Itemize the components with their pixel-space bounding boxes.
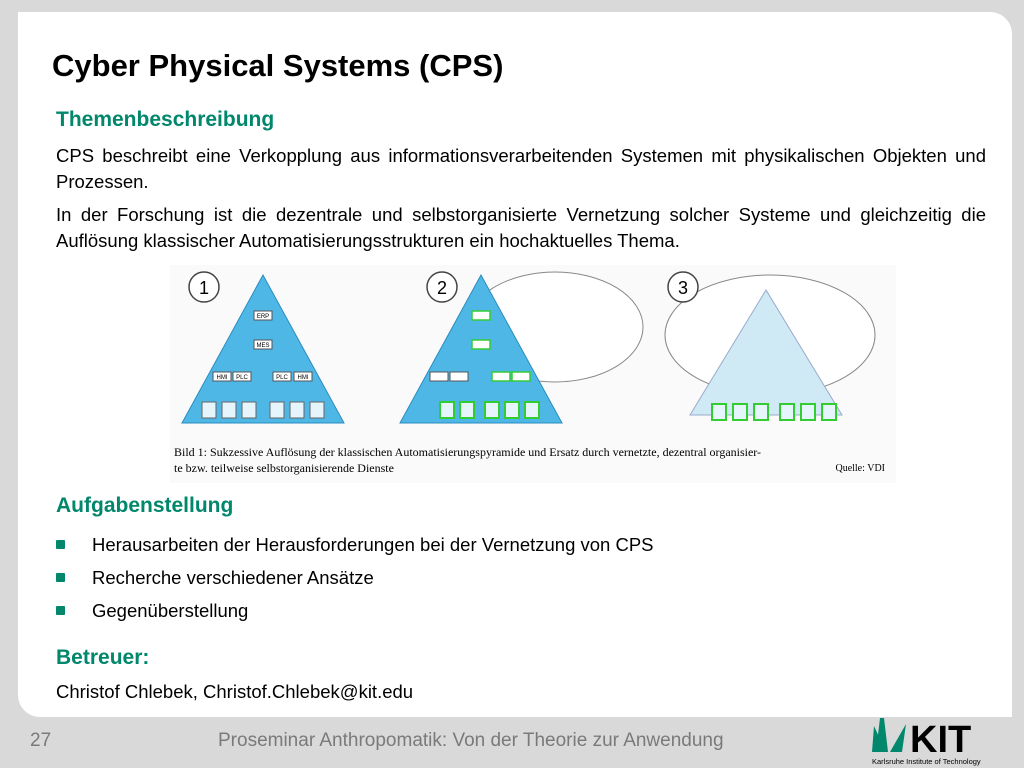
bullet-icon bbox=[56, 606, 65, 615]
step-number-2: 2 bbox=[436, 278, 448, 298]
kit-logo bbox=[866, 712, 1012, 766]
figure-caption-line2: te bzw. teilweise selbstorganisierende Dienste bbox=[174, 461, 394, 475]
svg-text:HMI: HMI bbox=[216, 375, 228, 381]
bullet-icon bbox=[56, 573, 65, 582]
logo-text: KIT bbox=[910, 719, 972, 761]
topic-paragraph-2: In der Forschung ist die dezentrale und selbstorganisierte Vernetzung solcher Systeme und gleichzeitig die Auflösung klassischer Automatisierungsstrukturen ein hochaktuelles Thema. bbox=[56, 204, 986, 251]
list-item: Herausarbeiten der Herausforderungen bei der Vernetzung von CPS bbox=[56, 528, 654, 561]
task-list bbox=[56, 528, 654, 627]
list-item: Gegenüberstellung bbox=[56, 594, 654, 627]
svg-text:PLC: PLC bbox=[236, 375, 248, 381]
svg-text:PLC: PLC bbox=[276, 375, 288, 381]
svg-text:MES: MES bbox=[256, 343, 270, 349]
step-number-3: 3 bbox=[677, 278, 689, 298]
svg-text:HMI: HMI bbox=[297, 375, 309, 381]
section-heading-task: Aufgabenstellung bbox=[56, 494, 234, 517]
slide-title: Cyber Physical Systems (CPS) bbox=[52, 48, 504, 83]
step-number-1: 1 bbox=[198, 278, 210, 298]
logo-subtitle: Karlsruhe Institute of Technology bbox=[872, 757, 981, 766]
list-item: Recherche verschiedener Ansätze bbox=[56, 561, 654, 594]
figure-caption-line1: Bild 1: Sukzessive Auflösung der klassischen Automatisierungspyramide und Ersatz durch vernetzte, dezentral organisier- bbox=[174, 445, 762, 459]
svg-text:ERP: ERP bbox=[256, 314, 270, 320]
automation-pyramid-figure bbox=[170, 265, 896, 483]
footer-course-title: Proseminar Anthropomatik: Von der Theorie zur Anwendung bbox=[218, 730, 724, 751]
topic-paragraph-1: CPS beschreibt eine Verkopplung aus informationsverarbeitenden Systemen mit physikalischen Objekten und Prozessen. bbox=[56, 145, 986, 192]
section-heading-topic: Themenbeschreibung bbox=[56, 108, 275, 131]
figure-source: Quelle: VDI bbox=[835, 463, 885, 474]
section-heading-supervisor: Betreuer: bbox=[56, 646, 150, 669]
bullet-icon bbox=[56, 540, 65, 549]
page-number: 27 bbox=[30, 730, 52, 751]
supervisor-contact: Christof Chlebek, Christof.Chlebek@kit.edu bbox=[56, 681, 414, 702]
